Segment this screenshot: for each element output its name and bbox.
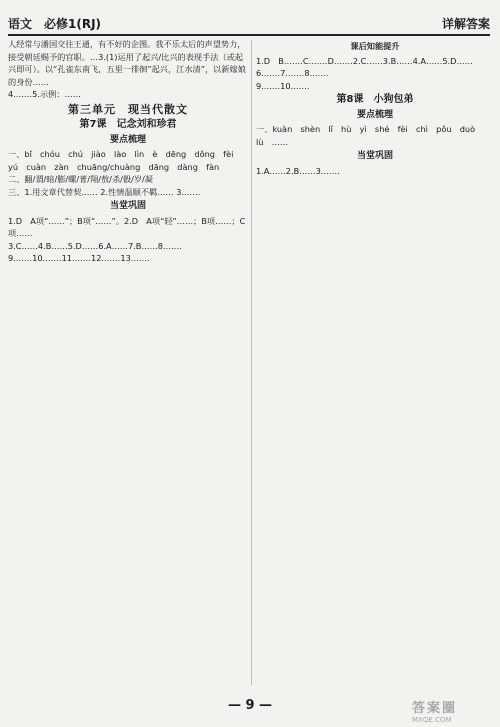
- watermark-url: MXQE.COM: [412, 716, 452, 724]
- header-subject: 语文 必修1(RJ): [8, 17, 102, 31]
- paragraph: 一、kuàn shèn lǐ hù yì shé fèi chì pǒu duò lù ……: [256, 124, 484, 147]
- paragraph: 三、1.用文章代替契…… 2.性情温顺不羁…… 3.……: [8, 186, 201, 197]
- paragraph: 4.……5.示例：……: [8, 89, 81, 99]
- page-number: — 9 —: [227, 698, 273, 713]
- paragraph: 6.……7.……8.……: [256, 68, 329, 78]
- right-column: [256, 38, 494, 687]
- paragraph: 9.……10.……11.……12.……13.……: [8, 253, 150, 263]
- lesson-heading: 第8课 小狗包弟: [336, 94, 414, 105]
- paragraph: 二、翻/谓/暗/膨/螺/菁/翔/敖/杀/骰/岁/凝: [8, 174, 153, 184]
- paragraph: 1.D A项“……”；B项“……”。2.D A项“轻”……；B项……；C项……: [8, 215, 246, 238]
- lesson-heading: 第7课 记念刘和珍君: [79, 119, 177, 130]
- watermark-logo: [412, 697, 496, 725]
- running-header: [8, 6, 490, 36]
- paragraph: 人经常与潘国交往王通，有不好的企图。我不乐太后的声望势力，接受朝廷赐予的官职。…3.(1)运用了起兴/比兴的表现手法（或起兴即可）。以“孔雀东南飞，五里一徘徊”起兴，江水清”，以新嫁娘的身份……: [8, 39, 246, 87]
- header-title: 详解答案: [441, 17, 490, 31]
- paragraph: 一、bǐ chóu chú jiào lào lìn è dēng dǒng fèi yú cuàn zàn chuāng/chuàng dāng dàng fàn: [8, 149, 242, 172]
- section-heading: 要点梳理: [356, 109, 393, 120]
- section-heading: 要点梳理: [109, 134, 146, 145]
- paragraph: 9.……10.……: [256, 80, 310, 91]
- paragraph: 1.A……2.B……3.……: [256, 165, 340, 176]
- paragraph: 3.C……4.B……5.D……6.A……7.B……8.……: [8, 240, 182, 251]
- watermark-text: 答案圈: [412, 701, 458, 716]
- paragraph: 1.D B.……C.……D.……2.C……3.B……4.A……5.D……: [256, 55, 473, 66]
- section-heading: 课后知能提升: [350, 41, 400, 51]
- section-heading: 当堂巩固: [109, 201, 146, 211]
- column-divider: [251, 40, 252, 685]
- section-heading: 当堂巩固: [356, 151, 393, 161]
- left-column: [8, 38, 248, 687]
- unit-heading: 第三单元 现当代散文: [68, 102, 188, 116]
